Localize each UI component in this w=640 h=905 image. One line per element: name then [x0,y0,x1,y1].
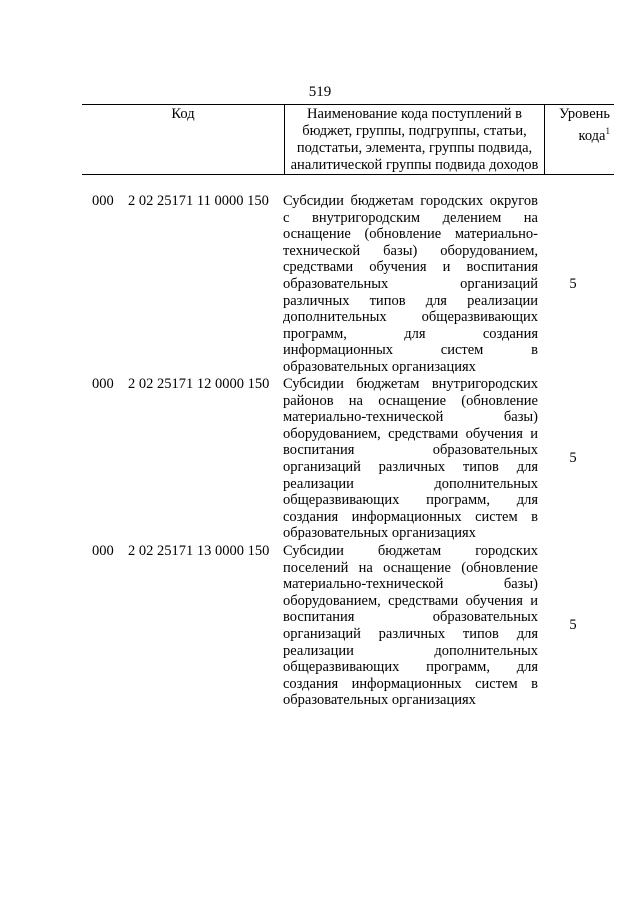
row-code: 2 02 25171 11 0000 150 [128,193,269,209]
row-description: Субсидии бюджетам городских поселений на оснащение (обновление материально-технической базы) оборудованием, средствами обучения и воспитания образовательных организаций различных типов для реализации дополнительных общеразвивающих программ, для создания информационных систем в образовательных организациях [283,543,538,709]
row-level: 5 [569,276,577,292]
header-level-cell [545,105,615,175]
table-header-row [82,105,614,175]
row-code: 2 02 25171 13 0000 150 [128,543,270,559]
row-prefix: 000 [92,543,114,559]
header-level: Уровень кода [558,106,610,144]
row-prefix: 000 [92,376,114,392]
row-code: 2 02 25171 12 0000 150 [128,376,270,392]
table-header [82,104,614,175]
row-level: 5 [569,617,577,633]
header-name: Наименование кода поступлений в бюджет, группы, подгруппы, статьи, подстатьи, элемента, группы подвида, аналитической группы подвида доходов [285,105,545,175]
row-level: 5 [569,450,577,466]
header-code: Код [82,105,285,175]
row-description: Субсидии бюджетам внутригородских районов на оснащение (обновление материально-технической базы) оборудованием, средствами обучения и воспитания образовательных организаций различных типов для реализации дополнительных общеразвивающих программ, для создания информационных систем в образовательных организациях [283,376,538,542]
row-prefix: 000 [92,193,114,209]
row-description: Субсидии бюджетам городских округов с внутригородским делением на оснащение (обновление материально-технической базы) оборудованием, средствами обучения и воспитания образовательных организаций различных типов для реализации дополнительных общеразвивающих программ, для создания информационных систем в образовательных организациях [283,193,538,375]
header-level-footnote: 1 [605,126,610,136]
page-number: 519 [308,84,332,100]
header-level-wrap [547,106,610,145]
